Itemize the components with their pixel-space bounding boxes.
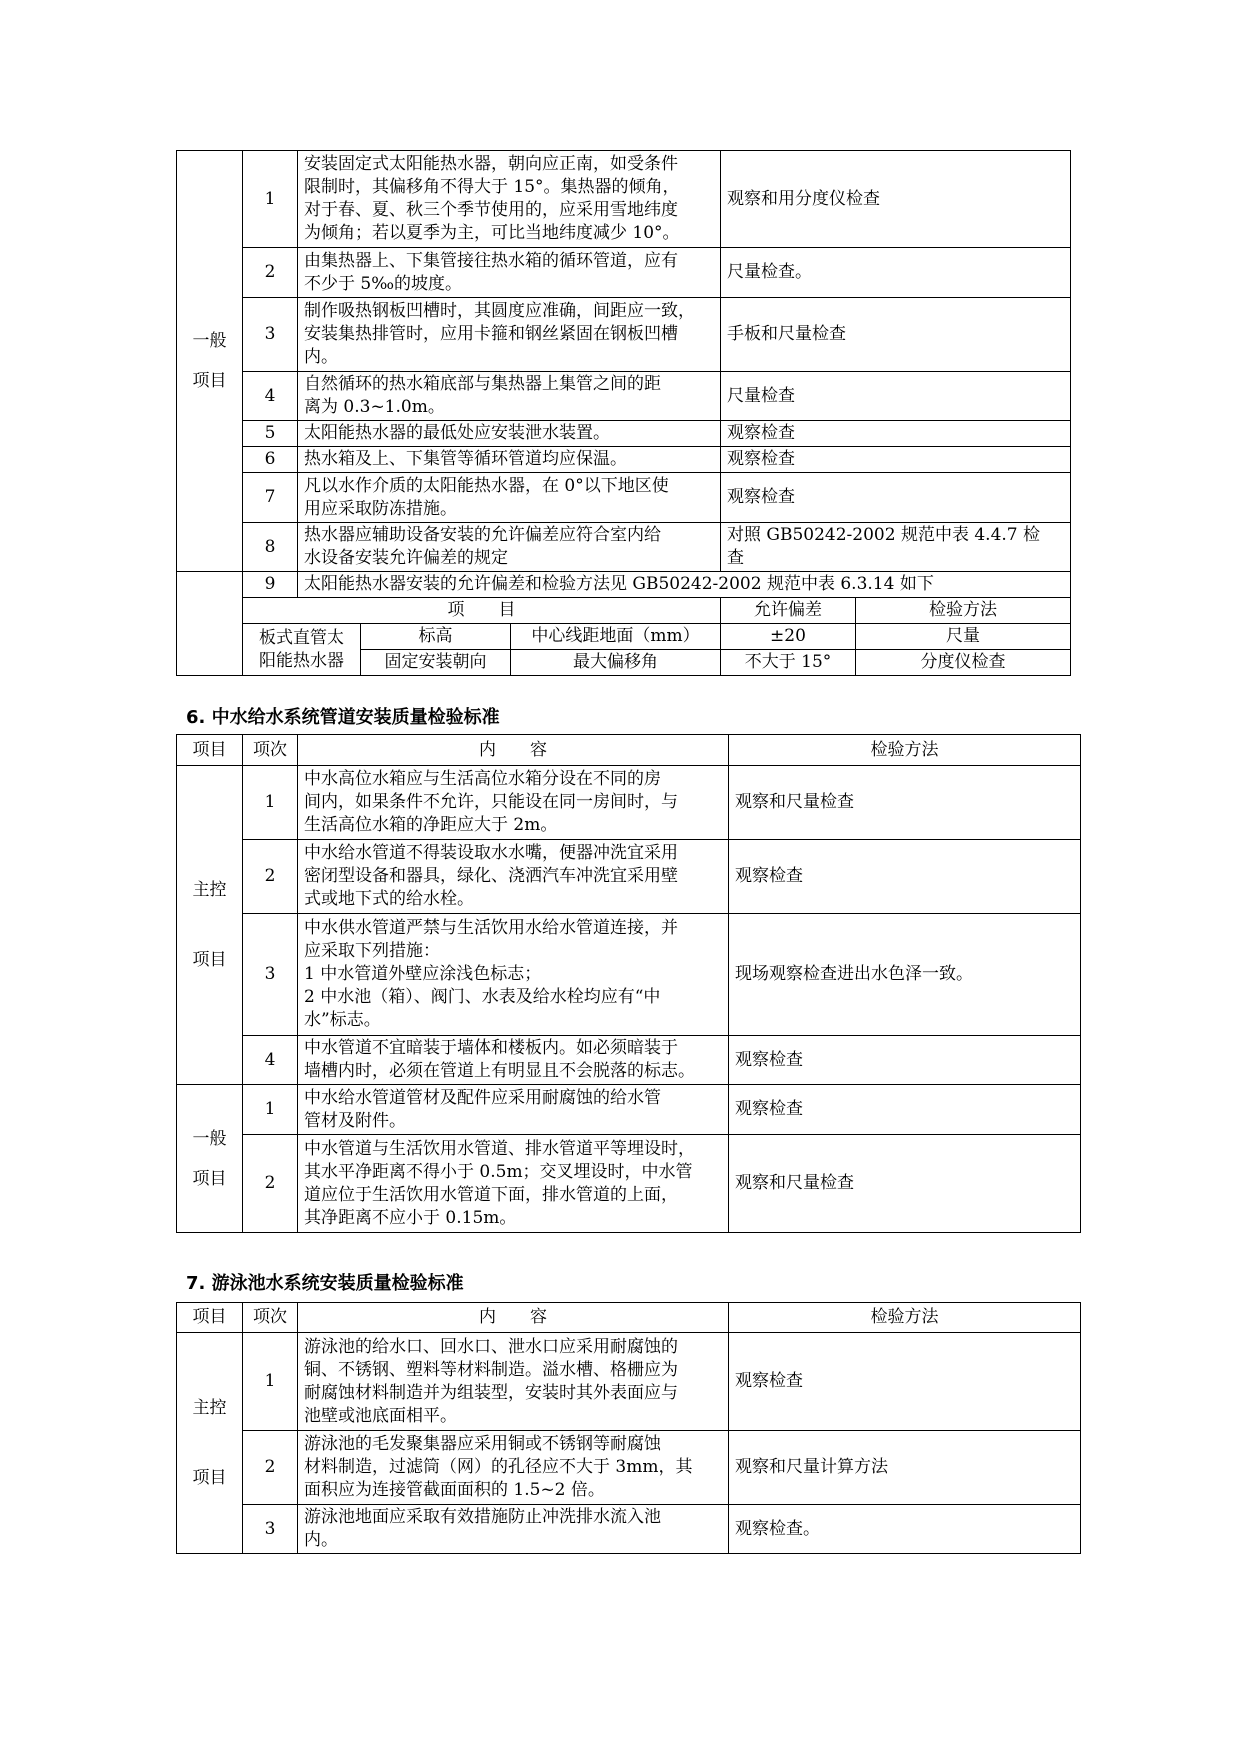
- inspection-method: 观察和尺量检查: [729, 766, 1081, 840]
- category-main-control: 主控 项目: [177, 766, 243, 1085]
- header-category: 项目: [177, 1303, 243, 1333]
- item-content: 由集热器上、下集管接往热水箱的循环管道，应有 不少于 5‰的坡度。: [298, 248, 721, 298]
- table-row: [177, 572, 1071, 598]
- table-row: [177, 1333, 1081, 1431]
- section-7-title: 7. 游泳池水系统安装质量检验标准: [186, 1273, 464, 1294]
- table-row: [177, 473, 1071, 523]
- swimming-pool-table: [176, 1302, 1081, 1554]
- item-content: 热水器应辅助设备安装的允许偏差应符合室内给 水设备安装允许偏差的规定: [298, 523, 721, 572]
- sub-row-method: 尺量: [856, 624, 1071, 650]
- inspection-method: 观察和尺量计算方法: [729, 1431, 1081, 1505]
- item-number: 2: [243, 1135, 298, 1233]
- table-row: [177, 1135, 1081, 1233]
- inspection-method: 观察检查。: [729, 1505, 1081, 1554]
- item-content: 安装固定式太阳能热水器，朝向应正南，如受条件 限制时，其偏移角不得大于 15°。集热器的倾角， 对于春、夏、秋三个季节使用的，应采用雪地纬度 为倾角；若以夏季为主，可比当地纬度减少 10°。: [298, 151, 721, 248]
- sub-group-name: 板式直管太 阳能热水器: [243, 624, 361, 676]
- table-row: [177, 840, 1081, 914]
- table-header: [177, 1303, 1081, 1333]
- item-number: 1: [243, 151, 298, 248]
- sub-row-item: 最大偏移角: [511, 650, 721, 676]
- inspection-method: 观察和用分度仪检查: [721, 151, 1071, 248]
- item-content: 中水高位水箱应与生活高位水箱分设在不同的房 间内，如果条件不允许，只能设在同一房间时，与 生活高位水箱的净距应大于 2m。: [298, 766, 729, 840]
- header-no: 项次: [243, 735, 298, 766]
- table-row: [177, 523, 1071, 572]
- header-category: 项目: [177, 735, 243, 766]
- table-row: [177, 421, 1071, 447]
- table-row: [177, 447, 1071, 473]
- item-number: 3: [243, 298, 298, 372]
- item-number: 3: [243, 1505, 298, 1554]
- inspection-method: 手板和尺量检查: [721, 298, 1071, 372]
- sub-row-deviation: 不大于 15°: [721, 650, 856, 676]
- header-method: 检验方法: [729, 735, 1081, 766]
- item-content: 制作吸热钢板凹槽时，其圆度应准确，间距应一致， 安装集热排管时，应用卡箍和钢丝紧固在钢板凹槽 内。: [298, 298, 721, 372]
- section-6-title: 6. 中水给水系统管道安装质量检验标准: [186, 707, 500, 728]
- inspection-method: 对照 GB50242-2002 规范中表 4.4.7 检 查: [721, 523, 1071, 572]
- inspection-method: 观察检查: [729, 840, 1081, 914]
- item-content: 中水供水管道严禁与生活饮用水给水管道连接，并 应采取下列措施： 1 中水管道外壁应涂浅色标志； 2 中水池（箱）、阀门、水表及给水栓均应有“中 水”标志。: [298, 914, 729, 1036]
- category-general: 一般 项目: [177, 1085, 243, 1233]
- item-number: 1: [243, 766, 298, 840]
- item-content: 中水管道不宜暗装于墙体和楼板内。如必须暗装于 墙槽内时，必须在管道上有明显且不会脱落的标志。: [298, 1036, 729, 1085]
- table-row: [177, 914, 1081, 1036]
- item-number: 2: [243, 248, 298, 298]
- item-content: 凡以水作介质的太阳能热水器，在 0°以下地区使 用应采取防冻措施。: [298, 473, 721, 523]
- table-row: [177, 372, 1071, 421]
- item-number: 7: [243, 473, 298, 523]
- inspection-method: 观察检查: [721, 421, 1071, 447]
- item-content: 太阳能热水器安装的允许偏差和检验方法见 GB50242-2002 规范中表 6.3.14 如下: [298, 572, 1071, 598]
- inspection-method: 现场观察检查进出水色泽一致。: [729, 914, 1081, 1036]
- sub-header-method: 检验方法: [856, 598, 1071, 624]
- reclaimed-water-table: [176, 734, 1081, 1233]
- sub-table-row: [177, 624, 1071, 650]
- table-row: [177, 151, 1071, 248]
- table-row: [177, 1431, 1081, 1505]
- item-number: 6: [243, 447, 298, 473]
- table-row: [177, 766, 1081, 840]
- item-content: 中水给水管道不得装设取水水嘴，便器冲洗宜采用 密闭型设备和器具，绿化、浇洒汽车冲洗宜采用壁 式或地下式的给水栓。: [298, 840, 729, 914]
- item-content: 中水管道与生活饮用水管道、排水管道平等埋设时， 其水平净距离不得小于 0.5m；交叉埋设时，中水管 道应位于生活饮用水管道下面，排水管道的上面， 其净距离不应小于 0.15m。: [298, 1135, 729, 1233]
- header-method: 检验方法: [729, 1303, 1081, 1333]
- item-number: 8: [243, 523, 298, 572]
- blank-category-cell: [177, 572, 243, 676]
- item-number: 1: [243, 1085, 298, 1135]
- item-content: 自然循环的热水箱底部与集热器上集管之间的距 离为 0.3~1.0m。: [298, 372, 721, 421]
- item-number: 4: [243, 372, 298, 421]
- item-content: 游泳池的给水口、回水口、泄水口应采用耐腐蚀的 铜、不锈钢、塑料等材料制造。溢水槽、格栅应为 耐腐蚀材料制造并为组装型，安装时其外表面应与 池壁或池底面相平。: [298, 1333, 729, 1431]
- sub-header-item: 项 目: [243, 598, 721, 624]
- item-number: 2: [243, 840, 298, 914]
- solar-heater-table: [176, 150, 1071, 676]
- sub-row-name: 标高: [361, 624, 511, 650]
- inspection-method: 尺量检查。: [721, 248, 1071, 298]
- header-no: 项次: [243, 1303, 298, 1333]
- header-content: 内 容: [298, 1303, 729, 1333]
- table-row: [177, 298, 1071, 372]
- item-number: 1: [243, 1333, 298, 1431]
- header-content: 内 容: [298, 735, 729, 766]
- inspection-method: 观察检查: [721, 473, 1071, 523]
- category-general: 一般 项目: [177, 151, 243, 572]
- item-content: 太阳能热水器的最低处应安装泄水装置。: [298, 421, 721, 447]
- item-number: 2: [243, 1431, 298, 1505]
- inspection-method: 观察和尺量检查: [729, 1135, 1081, 1233]
- item-number: 3: [243, 914, 298, 1036]
- item-content: 游泳池地面应采取有效措施防止冲洗排水流入池 内。: [298, 1505, 729, 1554]
- item-content: 游泳池的毛发聚集器应采用铜或不锈钢等耐腐蚀 材料制造，过滤筒（网）的孔径应不大于 3mm，其 面积应为连接管截面面积的 1.5~2 倍。: [298, 1431, 729, 1505]
- sub-table-header: [177, 598, 1071, 624]
- table-row: [177, 1505, 1081, 1554]
- inspection-method: 观察检查: [721, 447, 1071, 473]
- item-number: 5: [243, 421, 298, 447]
- inspection-method: 尺量检查: [721, 372, 1071, 421]
- sub-row-deviation: ±20: [721, 624, 856, 650]
- sub-row-method: 分度仪检查: [856, 650, 1071, 676]
- sub-row-item: 中心线距地面（mm）: [511, 624, 721, 650]
- item-number: 4: [243, 1036, 298, 1085]
- category-main-control: 主控 项目: [177, 1333, 243, 1554]
- item-content: 热水箱及上、下集管等循环管道均应保温。: [298, 447, 721, 473]
- sub-header-deviation: 允许偏差: [721, 598, 856, 624]
- sub-row-name: 固定安装朝向: [361, 650, 511, 676]
- table-row: [177, 248, 1071, 298]
- inspection-method: 观察检查: [729, 1085, 1081, 1135]
- table-header: [177, 735, 1081, 766]
- item-number: 9: [243, 572, 298, 598]
- table-row: [177, 1036, 1081, 1085]
- inspection-method: 观察检查: [729, 1036, 1081, 1085]
- item-content: 中水给水管道管材及配件应采用耐腐蚀的给水管 管材及附件。: [298, 1085, 729, 1135]
- inspection-method: 观察检查: [729, 1333, 1081, 1431]
- table-row: [177, 1085, 1081, 1135]
